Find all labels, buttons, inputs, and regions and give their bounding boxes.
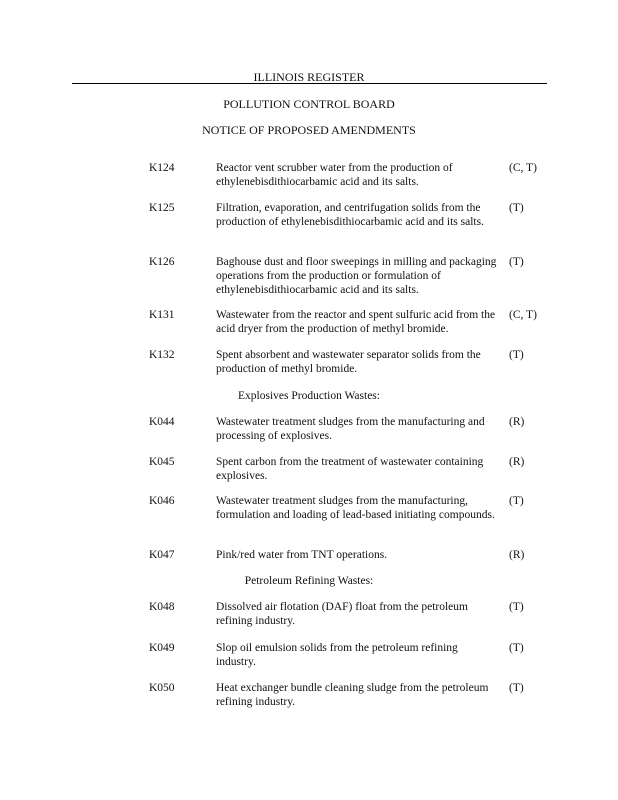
hazard-code: (T) — [509, 256, 524, 268]
petroleum-section-heading: Petroleum Refining Wastes: — [244, 575, 374, 587]
waste-description: Reactor vent scrubber water from the production of ethylenebisdithiocarbamic acid and its salts. — [216, 162, 453, 188]
waste-code: K045 — [149, 456, 175, 468]
waste-code: K126 — [149, 256, 175, 268]
waste-code: K046 — [149, 495, 175, 507]
waste-description: Wastewater from the reactor and spent sulfuric acid from the acid dryer from the production of methyl bromide. — [216, 309, 496, 335]
register-title: ILLINOIS REGISTER — [253, 70, 365, 84]
hazard-code: (T) — [509, 202, 524, 214]
waste-code: K047 — [149, 549, 175, 561]
waste-description: Baghouse dust and floor sweepings in milling and packaging operations from the production or formulation of ethylenebisdithiocarbamic acid and its salts. — [216, 256, 497, 296]
waste-description: Wastewater treatment sludges from the manufacturing and processing of explosives. — [216, 416, 485, 442]
waste-description: Spent absorbent and wastewater separator solids from the production of methyl bromide. — [216, 349, 481, 375]
waste-description: Filtration, evaporation, and centrifugation solids from the production of ethylenebisdithiocarbamic acid and its salts. — [216, 202, 484, 228]
waste-code: K131 — [149, 309, 175, 321]
waste-code: K049 — [149, 642, 175, 654]
hazard-code: (R) — [509, 456, 525, 468]
waste-description: Heat exchanger bundle cleaning sludge from the petroleum refining industry. — [216, 682, 489, 708]
notice-title: NOTICE OF PROPOSED AMENDMENTS — [202, 123, 416, 137]
header-divider — [72, 83, 547, 84]
waste-code: K125 — [149, 202, 175, 214]
waste-code: K132 — [149, 349, 175, 361]
hazard-code: (T) — [509, 495, 524, 507]
waste-code: K044 — [149, 416, 175, 428]
hazard-code: (R) — [509, 549, 525, 561]
hazard-code: (C, T) — [509, 162, 537, 174]
waste-code: K124 — [149, 162, 175, 174]
hazard-code: (R) — [509, 416, 525, 428]
waste-code: K050 — [149, 682, 175, 694]
hazard-code: (T) — [509, 601, 524, 613]
hazard-code: (C, T) — [509, 309, 537, 321]
hazard-code: (T) — [509, 642, 524, 654]
hazard-code: (T) — [509, 349, 524, 361]
waste-description: Spent carbon from the treatment of wastewater containing explosives. — [216, 456, 484, 482]
explosives-section-heading: Explosives Production Wastes: — [238, 390, 380, 402]
board-title: POLLUTION CONTROL BOARD — [223, 97, 395, 111]
waste-description: Slop oil emulsion solids from the petroleum refining industry. — [216, 642, 458, 668]
waste-code: K048 — [149, 601, 175, 613]
hazard-code: (T) — [509, 682, 524, 694]
waste-description: Dissolved air flotation (DAF) float from the petroleum refining industry. — [216, 601, 468, 627]
waste-description: Pink/red water from TNT operations. — [216, 549, 388, 561]
waste-description: Wastewater treatment sludges from the manufacturing, formulation and loading of lead-based initiating compounds. — [216, 495, 495, 521]
